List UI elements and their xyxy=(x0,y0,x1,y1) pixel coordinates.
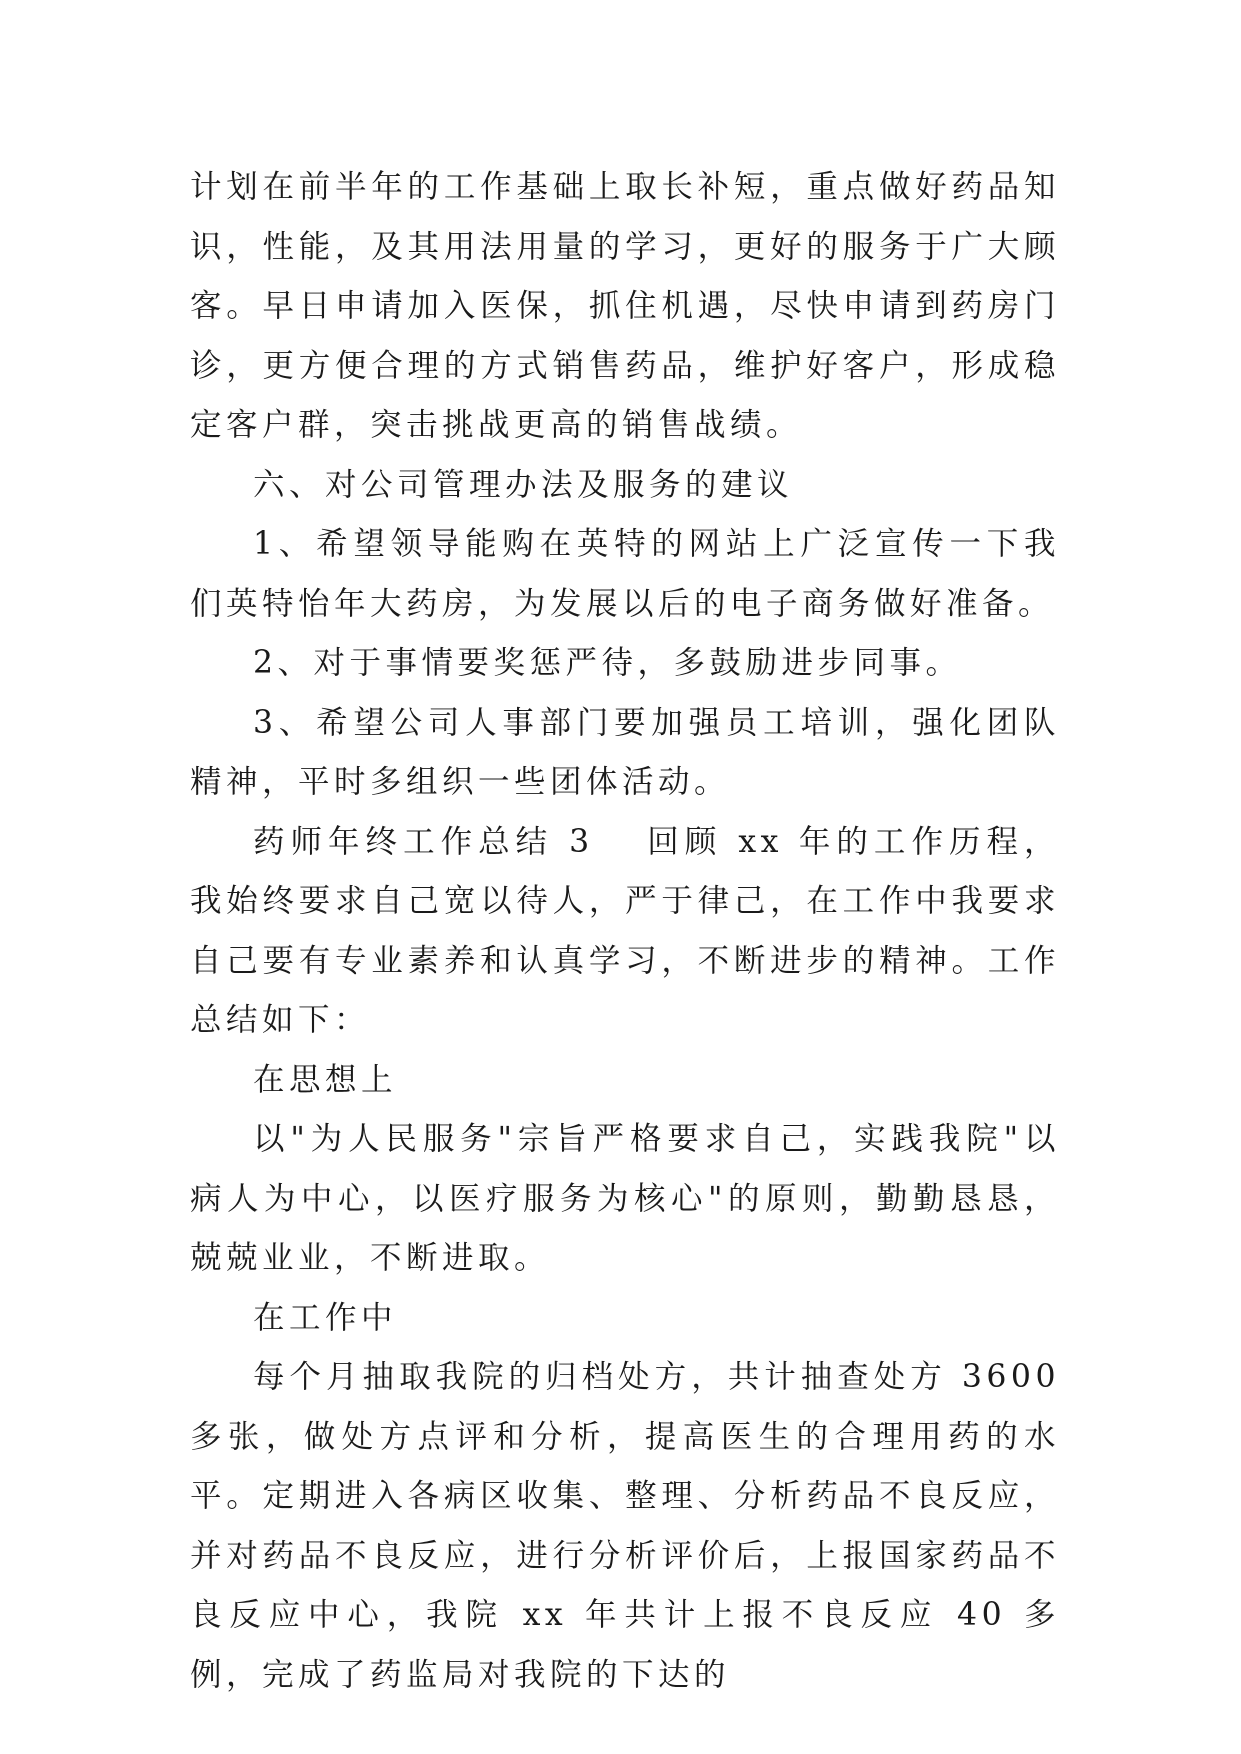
summary-title: 药师年终工作总结 3 xyxy=(253,823,594,860)
suggestion-item-1: 1、希望领导能购在英特的网站上广泛宣传一下我们英特怡年大药房，为发展以后的电子商务做好准备。 xyxy=(190,526,1060,622)
paragraph-work: 每个月抽取我院的归档处方，共计抽查处方 3600 多张，做处方点评和分析，提高医生的合理用药的水平。定期进入各病区收集、整理、分析药品不良反应，并对药品不良反应，进行分析评价后，上报国家药品不良反应中心，我院 xx 年共计上报不良反应 40 多例，完成了药监局对我院的下达的 xyxy=(190,1359,1060,1693)
paragraph-thought: 以"为人民服务"宗旨严格要求自己，实践我院"以病人为中心，以医疗服务为核心"的原则，勤勤恳恳，兢兢业业，不断进取。 xyxy=(190,1121,1060,1276)
suggestion-item-2: 2、对于事情要奖惩严待，多鼓励进步同事。 xyxy=(253,645,962,681)
subheading-thought: 在思想上 xyxy=(253,1061,398,1098)
document-body xyxy=(190,158,1060,1705)
suggestion-item-3: 3、希望公司人事部门要加强员工培训，强化团队精神，平时多组织一些团体活动。 xyxy=(190,704,1060,800)
section-heading-suggestions: 六、对公司管理办法及服务的建议 xyxy=(253,466,794,503)
subheading-work: 在工作中 xyxy=(253,1299,398,1336)
summary-intro: 回顾 xx 年的工作历程，我始终要求自己宽以待人，严于律己，在工作中我要求自己要有专业素养和认真学习，不断进步的精神。工作总结如下： xyxy=(190,823,1060,1038)
paragraph-plan: 计划在前半年的工作基础上取长补短，重点做好药品知识，性能，及其用法用量的学习，更好的服务于广大顾客。早日申请加入医保，抓住机遇，尽快申请到药房门诊，更方便合理的方式销售药品，维护好客户，形成稳定客户群，突击挑战更高的销售战绩。 xyxy=(190,169,1060,443)
paragraph-summary-3 xyxy=(190,813,1060,1051)
